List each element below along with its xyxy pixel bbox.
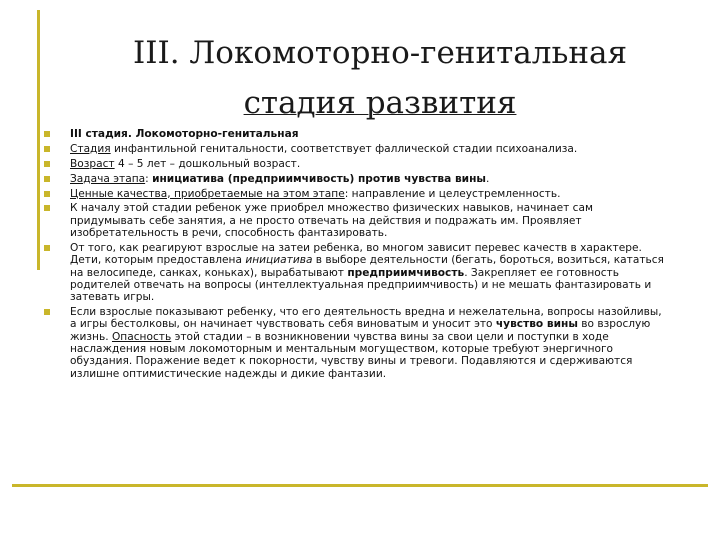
square-bullet-icon <box>44 205 50 211</box>
list-item: К началу этой стадии ребенок уже приобрел множество физических навыков, начинает сам придумывать себе занятия, а не просто отвечать на действия и подражать им. Проявляет изобретательность в речи, способность фантазировать. <box>44 202 664 239</box>
list-item: Ценные качества, приобретаемые на этом этапе: направление и целеустремленность. <box>44 188 664 200</box>
square-bullet-icon <box>44 131 50 137</box>
square-bullet-icon <box>44 161 50 167</box>
horizontal-accent-rule <box>12 484 708 487</box>
list-item: Возраст 4 – 5 лет – дошкольный возраст. <box>44 158 664 170</box>
list-item: Если взрослые показывают ребенку, что его деятельность вредна и нежелательна, вопросы назойливы, а игры бестолковы, он начинает чувствовать себя виноватым и уносит это чувство вины во взрослую жизнь. Опасность этой стадии – в возникновении чувства вины за свои цели и поступки в ходе наслаждения новым локомоторным и ментальным могуществом, которые требуют энергичного обуздания. Поражение ведет к покорности, чувству вины и тревоги. Подавляются и сдерживаются излишне оптимистические надежды и дикие фантазии. <box>44 306 664 380</box>
square-bullet-icon <box>44 245 50 251</box>
list-item: От того, как реагируют взрослые на затеи ребенка, во многом зависит перевес качеств в характере. Дети, которым предоставлена инициатива в выборе деятельности (бегать, бороться, возиться, кататься на велосипеде, санках, коньках), вырабатывают предприимчивость. Закрепляет ее готовность родителей отвечать на вопросы (интеллектуальная предприимчивость) и не мешать фантазировать и затевать игры. <box>44 242 664 303</box>
square-bullet-icon <box>44 146 50 152</box>
square-bullet-icon <box>44 309 50 315</box>
square-bullet-icon <box>44 176 50 182</box>
list-item: Стадия инфантильной генитальности, соответствует фаллической стадии психоанализа. <box>44 143 664 155</box>
list-item: Задача этапа: инициатива (предприимчивость) против чувства вины. <box>44 173 664 185</box>
title-line-2: стадия развития <box>243 85 517 121</box>
bullet-list <box>44 128 664 382</box>
list-item: III стадия. Локомоторно-генитальная <box>44 128 664 140</box>
square-bullet-icon <box>44 191 50 197</box>
slide-title <box>40 28 720 128</box>
title-line-1: III. Локомоторно-генитальная <box>132 35 628 71</box>
